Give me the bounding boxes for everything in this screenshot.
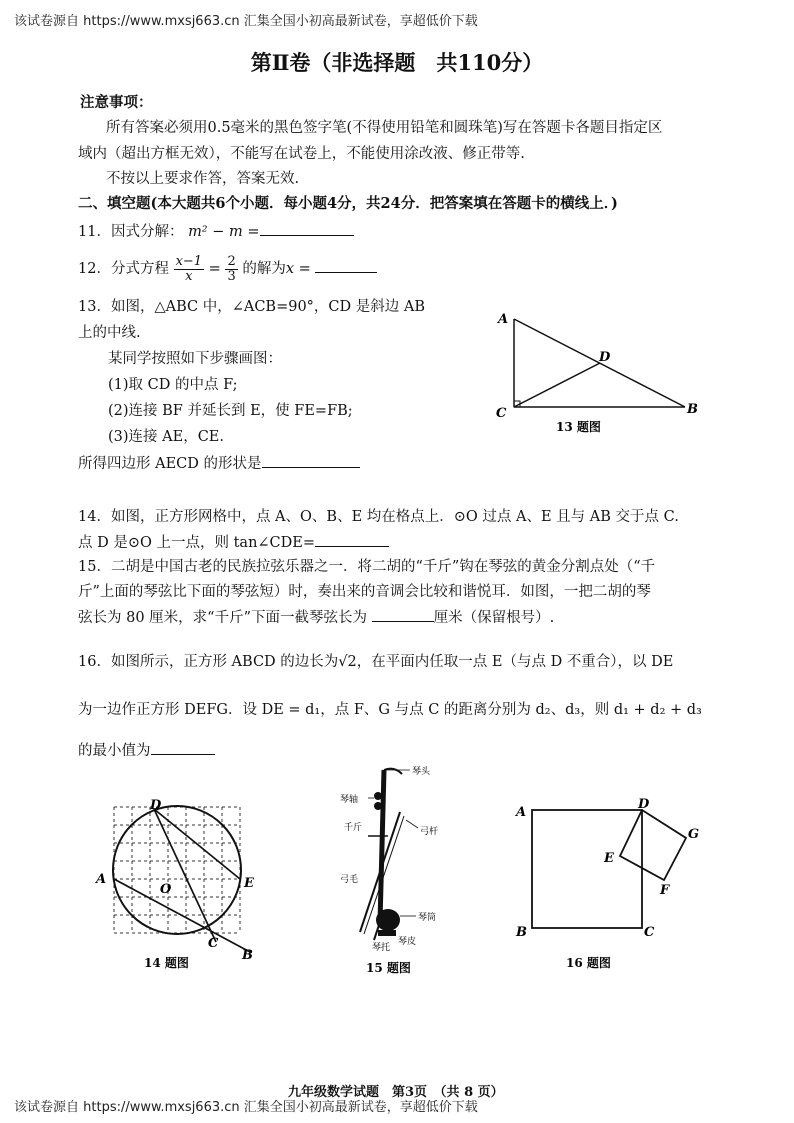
notice-heading: 注意事项：: [80, 94, 153, 111]
q16-label-E: E: [604, 851, 614, 866]
q12-fraction-left: [174, 255, 205, 284]
q13-label-D: D: [599, 350, 611, 365]
q15-label-qianjin: 千斤: [344, 823, 363, 833]
q16-label-B: B: [516, 925, 527, 940]
question-12: [78, 249, 377, 289]
q13-label-A: A: [498, 312, 509, 327]
q12-answer-blank[interactable]: [315, 258, 377, 273]
q13-label-B: B: [687, 402, 698, 417]
q16-label-A: A: [516, 805, 527, 820]
notice-line-3: 不按以上要求作答，答案无效.: [106, 171, 300, 187]
q15-line-1: 15．二胡是中国古老的民族拉弦乐器之一．将二胡的“千斤”钩在琴弦的黄金分割点处（“千: [78, 559, 656, 575]
page-footer: 九年级数学试题 第3页 （共 8 页）: [288, 1085, 504, 1100]
q16-line-1b: ，在平面内任取一点 E（与点 D 不重合），以 DE: [356, 654, 674, 670]
q13-line-4: [78, 453, 360, 474]
notice-line-2: 域内（超出方框无效），不能写在试卷上，不能使用涂改液、修正带等.: [78, 146, 525, 162]
q14-label-E: E: [244, 876, 254, 891]
q16-line-2: 为一边作正方形 DEFG．设 DE = d₁，点 F、G 与点 C 的距离分别为 d₂、d₃，则 d₁ + d₂ + d₃: [78, 702, 702, 718]
q13-line-4-text: 所得四边形 AECD 的形状是: [78, 456, 262, 472]
q14-line-2: [78, 532, 389, 553]
q14-line-2-text: 点 D 是⊙O 上一点，则 tan∠CDE=: [78, 535, 316, 551]
q12-frac2-den: 3: [227, 268, 236, 284]
q15-label-gonggan: 弓杆: [420, 827, 439, 837]
q16-line-3: [78, 740, 215, 761]
q16-label-C: C: [644, 925, 655, 940]
q15-line-3: [78, 607, 554, 628]
q13-step-2: (2)连接 BF 并延长到 E，使 FE=FB;: [108, 403, 353, 419]
q13-figure: [490, 305, 705, 440]
q14-answer-blank[interactable]: [315, 532, 389, 547]
q15-line-3a: 弦长为 80 厘米，求“千斤”下面一截琴弦长为: [78, 610, 367, 626]
q16-label-F: F: [660, 883, 670, 898]
q13-answer-blank[interactable]: [262, 453, 360, 468]
q14-label-D: D: [150, 798, 162, 813]
q15-line-2: 斤”上面的琴弦比下面的琴弦短）时，奏出来的音调会比较和谐悦耳．如图，一把二胡的琴: [78, 584, 651, 600]
source-footer: 该试卷源自 https://www.mxsj663.cn 汇集全国小初高最新试卷，享超低价下载: [14, 1100, 478, 1115]
q14-figure: [92, 795, 272, 975]
q15-caption: 15 题图: [366, 961, 411, 975]
q15-label-gongmao: 弓毛: [340, 875, 359, 885]
q11-math: m² − m =: [188, 224, 260, 240]
q12-frac1-num: x−1: [175, 253, 203, 269]
q15-line-3b: 厘米（保留根号）.: [433, 610, 555, 626]
q14-label-O: O: [160, 882, 172, 897]
q14-label-C: C: [208, 936, 219, 951]
q14-caption: 14 题图: [144, 956, 189, 970]
q15-answer-blank[interactable]: [372, 607, 434, 622]
q11-text: 因式分解：: [110, 224, 184, 240]
q12-text: 分式方程: [110, 261, 169, 277]
q15-label-qintong: 琴筒: [418, 913, 437, 923]
notice-line-1: 所有答案必须用0.5毫米的黑色签字笔(不得使用铅笔和圆珠笔)写在答题卡各题目指定区: [106, 120, 663, 136]
q16-line-1: [78, 652, 673, 672]
q16-sqrt: √2: [338, 654, 357, 670]
q16-line-3-text: 的最小值为: [78, 743, 151, 759]
q12-fraction-right: [225, 255, 237, 284]
section-title: 第Ⅱ卷（非选择题 共110分）: [250, 50, 544, 75]
q11-answer-blank[interactable]: [260, 221, 354, 236]
source-header: 该试卷源自 https://www.mxsj663.cn 汇集全国小初高最新试卷，享超低价下载: [14, 14, 478, 29]
q14-line-1: 14．如图，正方形网格中，点 A、O、B、E 均在格点上．⊙O 过点 A、E 且与 AB 交于点 C.: [78, 509, 679, 525]
q13-step-3: (3)连接 AE，CE.: [108, 429, 224, 445]
q14-label-A: A: [96, 872, 107, 887]
q16-label-D: D: [638, 797, 650, 812]
q15-label-qinpi: 琴皮: [398, 937, 417, 947]
q16-label-G: G: [688, 827, 700, 842]
q13-line-3: 某同学按照如下步骤画图：: [108, 351, 282, 367]
q12-var: x =: [285, 261, 311, 277]
q16-answer-blank[interactable]: [151, 740, 215, 755]
q15-label-qinzhou: 琴轴: [340, 795, 359, 805]
q12-tail: 的解为: [242, 261, 286, 277]
question-11: [78, 221, 354, 242]
q13-caption: 13 题图: [556, 420, 601, 434]
q11-number: 11．: [78, 224, 111, 240]
q16-figure: [508, 792, 708, 977]
q14-label-B: B: [242, 948, 253, 963]
q12-frac2-num: 2: [227, 253, 236, 269]
q13-line-1: 13．如图，△ABC 中，∠ACB=90°，CD 是斜边 AB: [78, 299, 425, 315]
q12-number: 12．: [78, 261, 111, 277]
q15-label-qintou: 琴头: [412, 767, 431, 777]
q15-label-qintuo: 琴托: [372, 943, 391, 953]
q12-frac1-den: x: [185, 268, 193, 284]
part2-heading: 二、填空题(本大题共6个小题．每小题4分，共24分．把答案填在答题卡的横线上．): [78, 195, 618, 212]
q16-caption: 16 题图: [566, 956, 611, 970]
q13-line-2: 上的中线.: [78, 325, 141, 341]
q13-label-C: C: [496, 406, 507, 421]
q15-figure: [328, 762, 468, 977]
q16-line-1a: 16．如图所示，正方形 ABCD 的边长为: [78, 654, 339, 670]
q12-equals: =: [208, 261, 221, 277]
q13-step-1: (1)取 CD 的中点 F;: [108, 377, 238, 393]
